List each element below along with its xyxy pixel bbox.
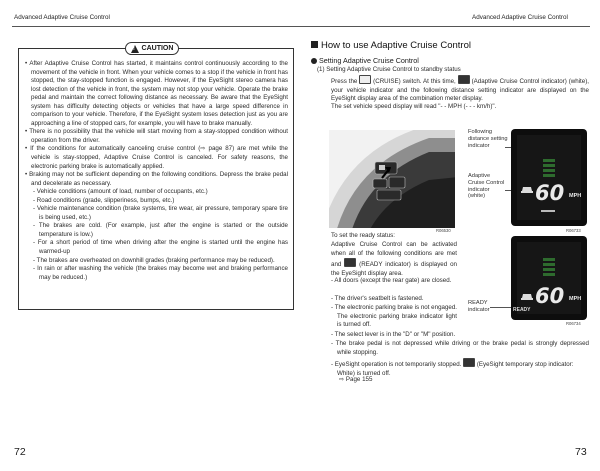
caution-body xyxy=(22,60,288,282)
page-header-right: Advanced Adaptive Cruise Control xyxy=(472,14,568,21)
caution-subitem: - In rain or after washing the vehicle (the brakes may become wet and braking performance may be reduced.) xyxy=(33,265,288,281)
caution-subitem: - Road conditions (grade, slipperiness, bumps, etc.) xyxy=(33,196,175,204)
car-icon xyxy=(520,290,534,302)
caution-subitem: - Vehicle maintenance condition (brake systems, tire wear, air pressure, temporary spare tire is being used, etc.) xyxy=(33,205,288,221)
step1-text: Press the (CRUISE) switch. At this time, (Adaptive Cruise Control indicator) (white), your vehicle indicator and the following distance setting indicator are displayed on the EyeSight display area of the combination meter display. xyxy=(331,75,589,104)
figure-id: R06734 xyxy=(566,321,581,326)
following-distance-bars-icon xyxy=(543,159,555,179)
header-rule-right xyxy=(300,26,590,27)
condition-item: - The electronic parking brake is not engaged. The electronic parking brake indicator light is turned off. xyxy=(331,304,457,329)
caution-paragraph: • There is no possibility that the vehicle will start moving from a stay-stopped condition without operation from the driver. xyxy=(25,128,288,144)
ready-indicator-text: READY xyxy=(513,307,531,313)
cruise-switch-icon xyxy=(359,75,371,84)
ready-indicator-icon xyxy=(344,258,356,267)
page-number-right: 73 xyxy=(575,446,587,458)
steering-wheel-illustration xyxy=(329,130,455,228)
condition-item: - All doors (except the rear gate) are closed. xyxy=(331,277,452,284)
label-following-distance: Following distance setting indicator xyxy=(468,129,508,149)
section-title: How to use Adaptive Cruise Control xyxy=(311,40,471,51)
caution-paragraph: • If the conditions for automatically canceling cruise control (⇨ page 87) are met while the vehicle is stay-stopped, Adaptive Cruise Control is canceled. For safety reasons, the electronic parking brake is automatically applied. xyxy=(25,145,288,170)
caution-subitem: - The brakes are overheated on downhill grades (braking performance may be reduced). xyxy=(33,256,275,264)
set-speed-value: 60 xyxy=(535,284,565,308)
section-square-icon xyxy=(311,41,318,48)
figure-id: R06530 xyxy=(436,228,451,233)
caution-title: ! CAUTION xyxy=(125,42,179,55)
condition-item: - The driver's seatbelt is fastened. xyxy=(331,295,424,302)
eyesight-stop-indicator-icon xyxy=(463,358,475,367)
steering-wheel-figure xyxy=(329,130,455,228)
caution-subitem: - The brakes are cold. (For example, just after the engine is started or the outside temperature is low.) xyxy=(33,222,288,238)
bullet-dot-icon xyxy=(311,58,317,64)
header-rule-left xyxy=(12,26,300,27)
ready-text: Adaptive Cruise Control can be activated when all of the following conditions are met and (READY indicator) is displayed on the EyeSight display area. xyxy=(331,241,457,277)
set-speed-value: 60 xyxy=(535,181,565,205)
page-reference-link[interactable]: ⇨ Page 155 xyxy=(339,376,373,383)
label-ready-indicator: READY indicator xyxy=(468,300,490,313)
label-acc-indicator: Adaptive Cruise Control indicator (white) xyxy=(468,173,505,200)
caution-paragraph: • After Adaptive Cruise Control has started, it maintains control continuously according to the movement of the vehicle in front. When your vehicle comes to a stop if the vehicle in front has stopped, the stay-stopped function is engaged. However, if the EyeSight stereo camera has lost detection of the vehicle in front, the system may not stop your vehicle. Operate the brake pedal and maintain the correct following distance as necessary. Be aware that the EyeSight system has difficulty detecting objects or vehicles that have a large speed difference in comparison to your vehicle. Therefore, if the EyeSight system loses detection just as you are approaching a line of stopped cars, for example, you will have to brake manually. xyxy=(25,60,288,127)
condition-item: - EyeSight operation is not temporarily stopped. (EyeSight temporary stop indicator: White) is turned off. xyxy=(331,358,589,378)
warning-triangle-icon xyxy=(131,45,139,53)
eyesight-display-2 xyxy=(511,236,587,320)
eyesight-display-1 xyxy=(511,129,587,226)
speed-unit: MPH xyxy=(569,296,582,302)
acc-indicator-icon xyxy=(458,75,470,84)
step1-heading: (1) Setting Adaptive Cruise Control to standby status xyxy=(317,66,461,73)
caution-subitem: - Vehicle conditions (amount of load, number of occupants, etc.) xyxy=(33,188,208,196)
step1-speed-note: The set vehicle speed display will read "- - MPH (- - - km/h)". xyxy=(331,103,497,110)
page-number-left: 72 xyxy=(14,446,26,458)
subsection-title: Setting Adaptive Cruise Control xyxy=(311,56,419,65)
speed-unit: MPH xyxy=(569,193,582,199)
caution-paragraph: • Braking may not be sufficient depending on the following conditions. Depress the brake pedal and decelerate as necessary. xyxy=(25,171,288,187)
caution-subitem: - For a short period of time when driving after the engine is started until the engine has warmed-up xyxy=(33,239,288,256)
condition-item: - The select lever is in the "D" or "M" position. xyxy=(331,331,456,338)
following-distance-bars-icon xyxy=(543,258,555,278)
ready-intro: To set the ready status: xyxy=(331,232,395,239)
acc-car-icon xyxy=(520,183,534,195)
underline-indicator xyxy=(541,210,555,212)
condition-item: - The brake pedal is not depressed while driving or the brake pedal is strongly depressed while stopping. xyxy=(331,340,589,356)
page-header-left: Advanced Adaptive Cruise Control xyxy=(14,14,110,21)
figure-id: R06733 xyxy=(566,228,581,233)
